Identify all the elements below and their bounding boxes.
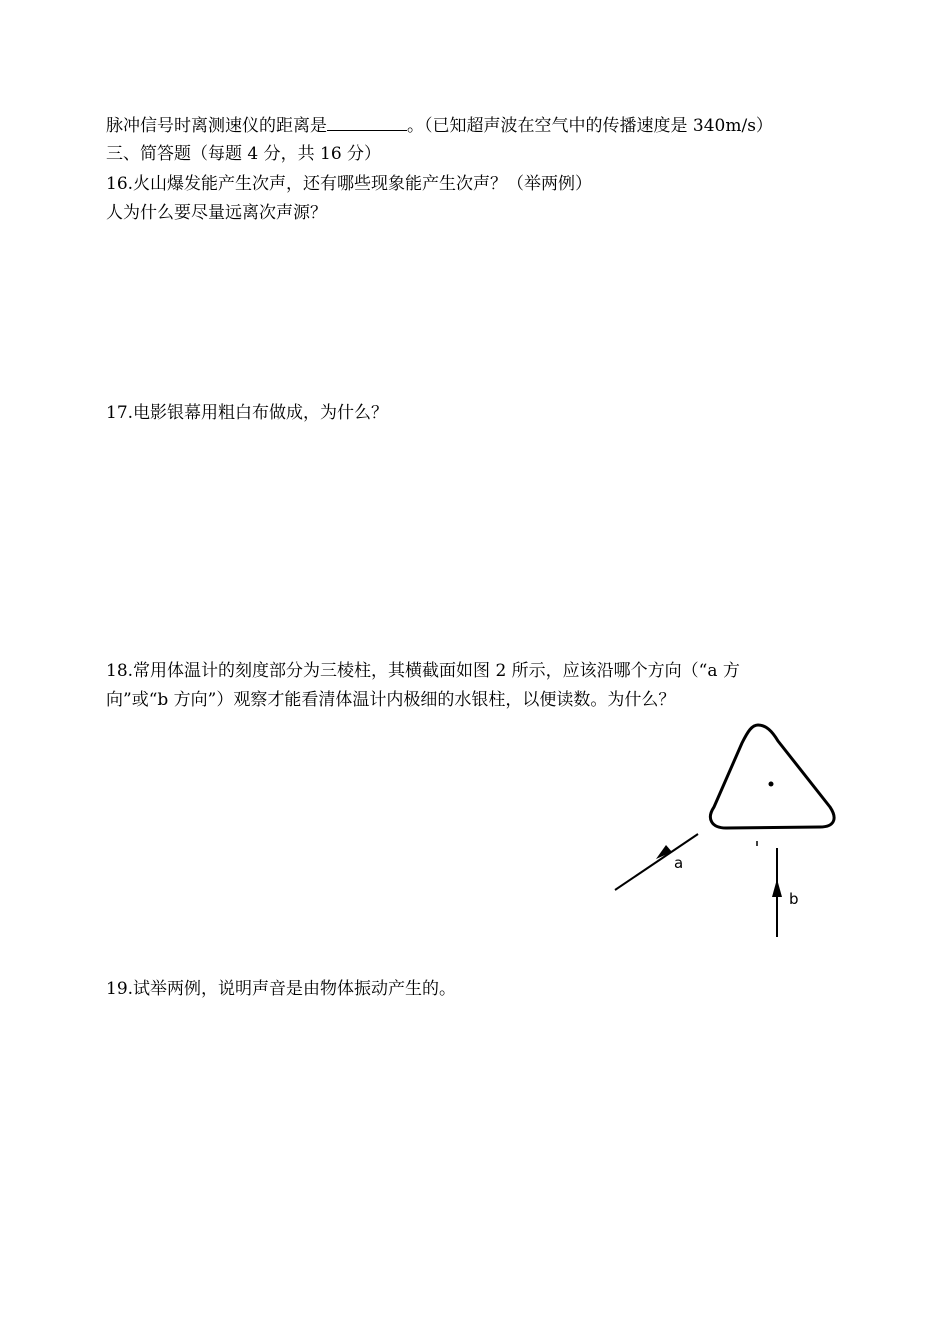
label-a: a xyxy=(674,854,684,872)
question-18-line-2: 向”或“b 方向”）观察才能看清体温计内极细的水银柱，以便读数。为什么？ xyxy=(106,690,676,710)
question-17: 17.电影银幕用粗白布做成，为什么？ xyxy=(106,403,389,423)
section-heading-3: 三、简答题（每题 4 分，共 16 分） xyxy=(106,144,382,164)
mercury-column-dot xyxy=(769,782,774,787)
arrow-a-line xyxy=(615,834,698,890)
figure-2-thermometer-cross-section xyxy=(600,715,860,945)
question-16-line-1: 16.火山爆发能产生次声，还有哪些现象能产生次声？（举两例） xyxy=(106,174,593,194)
question-16-line-2: 人为什么要尽量远离次声源？ xyxy=(106,203,327,223)
answer-blank[interactable] xyxy=(327,114,407,131)
triangle-cross-section xyxy=(710,725,834,828)
question-15-tail xyxy=(106,114,773,137)
question-19: 19.试举两例，说明声音是由物体振动产生的。 xyxy=(106,979,457,999)
figure-svg xyxy=(600,715,860,945)
label-b: b xyxy=(789,890,799,908)
q15-text-before-blank: 脉冲信号时离测速仪的距离是 xyxy=(106,116,327,136)
q15-text-after-blank: 。（已知超声波在空气中的传播速度是 340m/s） xyxy=(407,116,773,136)
question-18-line-1: 18.常用体温计的刻度部分为三棱柱，其横截面如图 2 所示，应该沿哪个方向（“a 方 xyxy=(106,661,740,681)
arrow-b-head xyxy=(772,879,782,897)
